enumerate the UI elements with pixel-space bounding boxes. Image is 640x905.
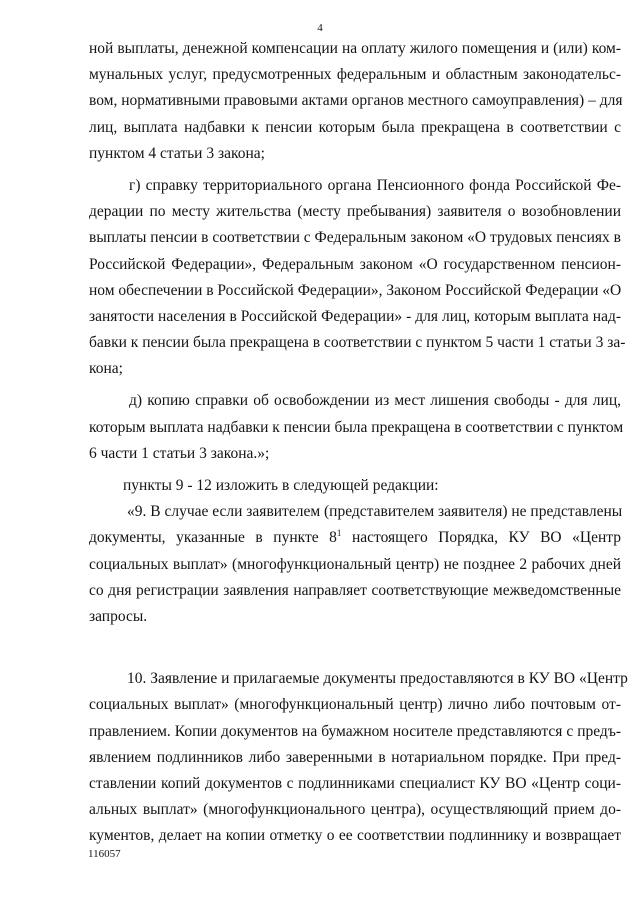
- text-line: ном обеспечении в Российской Федерации», Законом Российской Федерации «О: [89, 281, 622, 299]
- text-line: 10. Заявление и прилагаемые документы предоставляются в КУ ВО «Центр: [127, 670, 628, 688]
- paragraph-v: [89, 36, 621, 167]
- paragraph-10: [89, 666, 628, 849]
- paragraph-9: [89, 499, 621, 630]
- text-line: альных выплат» (многофункционального центра), осуществляющий прием до-: [89, 801, 621, 819]
- text-line: [89, 525, 621, 551]
- superscript: 1: [336, 528, 342, 539]
- text-line: явлением подлинников либо заверенными в нотариальном порядке. При пред-: [89, 748, 621, 766]
- text-line: которым выплата надбавки к пенсии была прекращена в соответствии с пунктом: [89, 418, 624, 436]
- text-line: д) копию справки об освобождении из мест лишения свободы - для лиц,: [129, 392, 621, 410]
- document-body: [89, 36, 628, 849]
- text-line: запросы.: [89, 607, 148, 625]
- text-line: пунктом 4 статьи 3 закона;: [89, 144, 265, 162]
- text-fragment: документы, указанные в пункте 8: [89, 529, 337, 547]
- text-line: вом, нормативными правовыми актами органов местного самоуправления) – для: [89, 92, 623, 110]
- text-line: бавки к пенсии была прекращена в соответствии с пунктом 5 части 1 статьи 3 за-: [89, 334, 626, 352]
- text-line: 6 части 1 статьи 3 закона.»;: [89, 444, 270, 462]
- paragraph-d: [89, 388, 624, 467]
- text-line: пункты 9 - 12 изложить в следующей редакции:: [123, 477, 439, 494]
- text-line: Российской Федерации», Федеральным законом «О государственном пенсион-: [89, 255, 621, 273]
- text-line: социальных выплат» (многофункциональный центр) не позднее 2 рабочих дней: [89, 555, 621, 573]
- text-line: занятости населения в Российской Федерации» - для лиц, которым выплата над-: [89, 307, 621, 325]
- text-line: правлением. Копии документов на бумажном носителе представляются с предъ-: [89, 722, 621, 740]
- text-line: социальных выплат» (многофункциональный центр) лично либо почтовым от-: [89, 696, 621, 714]
- text-line: кона;: [89, 360, 123, 378]
- paragraph-g: [89, 173, 626, 383]
- paragraph-instruction: [89, 473, 621, 499]
- text-line: выплаты пенсии в соответствии с Федеральным законом «О трудовых пенсиях в: [89, 229, 621, 247]
- text-line: со дня регистрации заявления направляет соответствующие межведомственные: [89, 581, 621, 599]
- text-line: кументов, делает на копии отметку о ее соответствии подлиннику и возвращает: [89, 827, 621, 845]
- text-line: дерации по месту жительства (месту пребывания) заявителя о возобновлении: [89, 203, 621, 221]
- text-line: ставлении копий документов с подлинниками специалист КУ ВО «Центр соци-: [89, 774, 621, 792]
- text-fragment: настоящего Порядка,: [341, 529, 498, 547]
- document-code: 116057: [88, 848, 121, 860]
- text-line: г) справку территориального органа Пенсионного фонда Российской Фе-: [129, 176, 621, 194]
- text-fragment: КУ ВО «Центр: [508, 529, 621, 547]
- text-line: лиц, выплата надбавки к пенсии которым была прекращена в соответствии с: [89, 118, 621, 136]
- page-number: 4: [317, 22, 323, 34]
- text-line: мунальных услуг, предусмотренных федеральным и областным законодательс-: [89, 66, 621, 84]
- text-line: ной выплаты, денежной компенсации на оплату жилого помещения и (или) ком-: [89, 40, 621, 57]
- text-line: «9. В случае если заявителем (представителем заявителя) не представлены: [127, 503, 623, 521]
